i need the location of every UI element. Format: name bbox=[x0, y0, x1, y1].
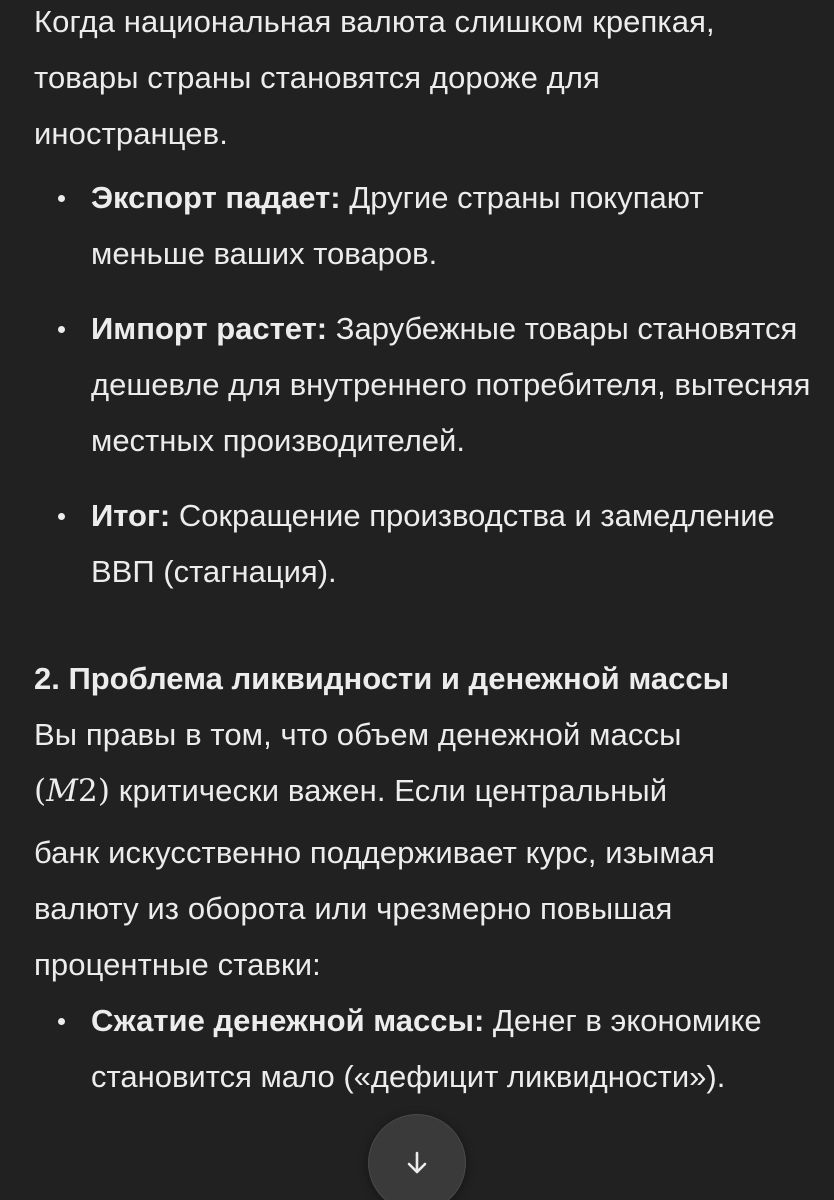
list-item bbox=[34, 488, 814, 600]
list-item-text: Другие страны покупают меньше ваших товаров. bbox=[91, 180, 704, 271]
list-item-bold: Экспорт падает: bbox=[91, 180, 341, 215]
list-item bbox=[34, 170, 814, 282]
list-item bbox=[34, 301, 814, 469]
message-content bbox=[34, 0, 814, 1105]
paragraph-line-5: процентные ставки: bbox=[34, 947, 321, 982]
list-item-text: Зарубежные товары становятся дешевле для внутреннего потребителя, вытесняя местных производителей. bbox=[91, 311, 811, 458]
paragraph-line-2-rest: критически важен. Если центральный bbox=[110, 773, 668, 808]
intro-paragraph bbox=[34, 0, 814, 162]
list-item-text: Сокращение производства и замедление ВВП (стагнация). bbox=[91, 498, 775, 589]
paragraph-line-4: валюту из оборота или чрезмерно повышая bbox=[34, 891, 673, 926]
paragraph-line-1: Вы правы в том, что объем денежной массы bbox=[34, 717, 682, 752]
math-close-paren: ) bbox=[97, 773, 111, 809]
list-item bbox=[34, 993, 814, 1105]
math-variable-m: M bbox=[46, 773, 79, 809]
money-supply-paragraph bbox=[34, 707, 814, 819]
liquidity-list bbox=[34, 993, 814, 1105]
list-item-bold: Импорт растет: bbox=[91, 311, 328, 346]
paragraph-line-3: банк искусственно поддерживает курс, изымая bbox=[34, 835, 716, 870]
scroll-to-bottom-button[interactable] bbox=[368, 1114, 466, 1200]
section-heading: 2. Проблема ликвидности и денежной массы bbox=[34, 661, 730, 696]
math-formula bbox=[34, 773, 110, 809]
math-open-paren: ( bbox=[34, 773, 47, 809]
math-digit: 2 bbox=[78, 773, 98, 809]
intro-line-2: товары страны становятся дороже для bbox=[34, 60, 600, 95]
intro-line-1: Когда национальная валюта слишком крепкая, bbox=[34, 4, 715, 39]
central-bank-paragraph bbox=[34, 825, 814, 993]
list-item-bold: Итог: bbox=[91, 498, 171, 533]
arrow-down-icon bbox=[404, 1150, 430, 1176]
effects-list bbox=[34, 170, 814, 600]
intro-line-3: иностранцев. bbox=[34, 116, 228, 151]
list-item-bold: Сжатие денежной массы: bbox=[91, 1003, 485, 1038]
list-item-text: Денег в экономике становится мало («дефицит ликвидности»). bbox=[91, 1003, 762, 1094]
